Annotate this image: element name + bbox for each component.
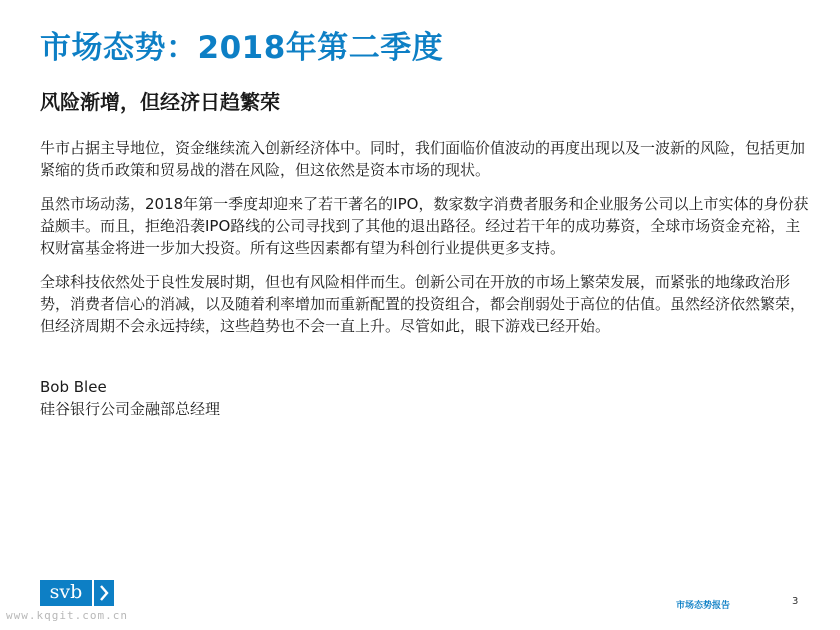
paragraph-1: 牛市占据主导地位，资金继续流入创新经济体中。同时，我们面临价值波动的再度出现以及一波新的风险，包括更加紧缩的货币政策和贸易战的潜在风险，但这依然是资本市场的现状。	[40, 139, 806, 179]
signature-name: Bob Blee	[40, 378, 107, 396]
page-title: 市场态势：2018年第二季度	[40, 30, 444, 66]
page-subtitle: 风险渐增，但经济日趋繁荣	[40, 90, 280, 114]
chevron-right-icon	[94, 580, 114, 606]
body-text	[40, 137, 810, 349]
signature-block	[40, 376, 220, 420]
svb-logo	[40, 580, 114, 606]
paragraph-3: 全球科技依然处于良性发展时期，但也有风险相伴而生。创新公司在开放的市场上繁荣发展，而紧张的地缘政治形势，消费者信心的消减，以及随着利率增加而重新配置的投资组合，都会削弱处于高位的估值。虽然经济依然繁荣，但经济周期不会永远持续，这些趋势也不会一直上升。尽管如此，眼下游戏已经开始。	[40, 273, 806, 335]
logo-text: svb	[40, 580, 92, 606]
watermark: www.kqgit.com.cn	[6, 609, 128, 622]
page-number: 3	[792, 596, 799, 607]
paragraph-2: 虽然市场动荡，2018年第一季度却迎来了若干著名的IPO，数家数字消费者服务和企业服务公司以上市实体的身份获益颇丰。而且，拒绝沿袭IPO路线的公司寻找到了其他的退出路径。经过若干年的成功募资，全球市场资金充裕，主权财富基金将进一步加大投资。所有这些因素都有望为科创行业提供更多支持。	[40, 195, 809, 257]
signature-role: 硅谷银行公司金融部总经理	[40, 400, 221, 418]
footer-report-label: 市场态势报告	[676, 601, 731, 611]
